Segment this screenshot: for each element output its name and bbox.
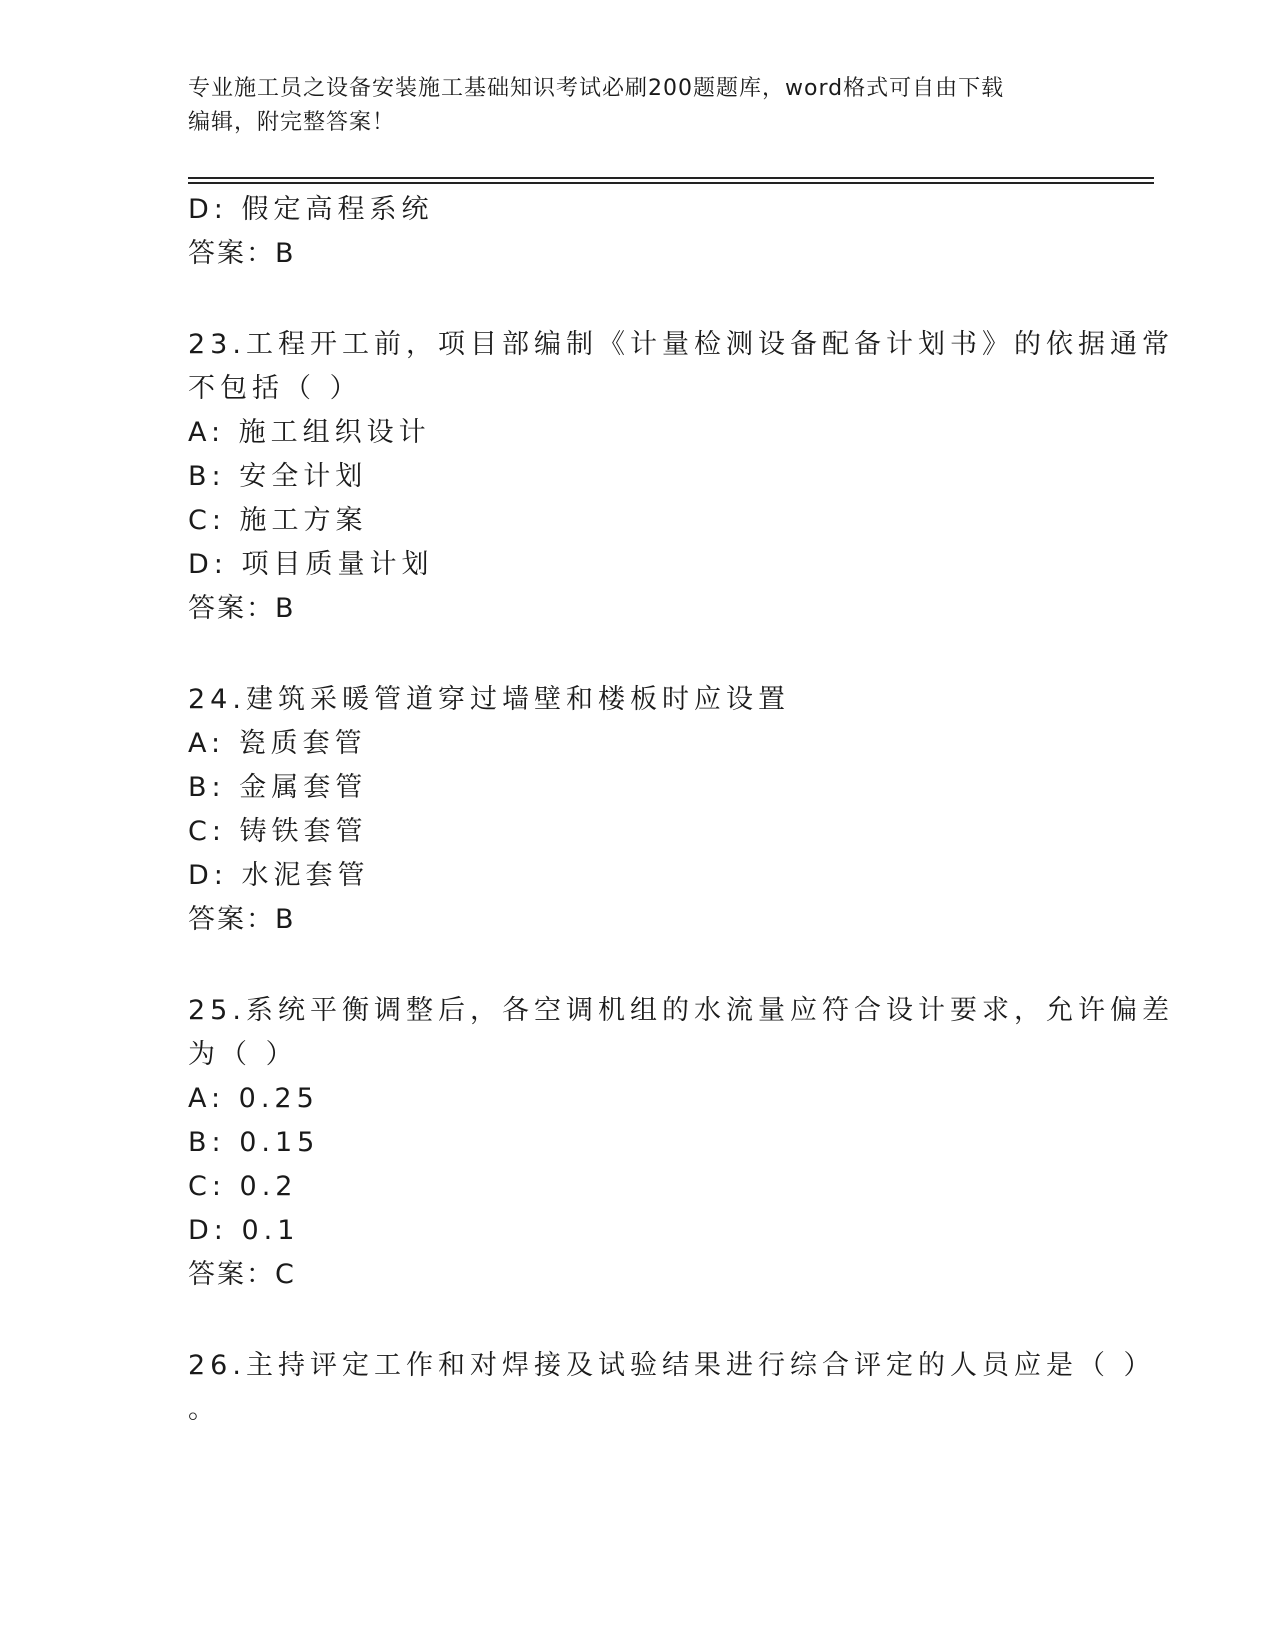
q25-stem-line-2: 为（ ） [188,1039,298,1070]
q25-option-a: A: 0.25 [188,1083,319,1114]
q24-option-b: B: 金属套管 [188,772,368,803]
q25-stem-line-1: 25.系统平衡调整后，各空调机组的水流量应符合设计要求，允许偏差 [188,995,1174,1026]
q23-answer: 答案：B [188,593,296,624]
q23-stem-line-2: 不包括（ ） [188,373,362,404]
q23-option-a: A: 施工组织设计 [188,417,431,448]
header-divider-top [188,177,1154,179]
document-header [188,72,1088,140]
q23-option-d: D: 项目质量计划 [188,549,434,580]
q25-option-b: B: 0.15 [188,1127,320,1158]
q24-option-d: D: 水泥套管 [188,860,370,891]
q23-option-c: C: 施工方案 [188,505,368,536]
q26-stem-line-2: 。 [188,1394,220,1425]
header-line-1: 专业施工员之设备安装施工基础知识考试必刷200题题库，word格式可自由下载 [188,76,1005,101]
header-line-2: 编辑，附完整答案！ [188,110,396,135]
q25-answer: 答案：C [188,1259,296,1290]
q26-stem-line-1: 26.主持评定工作和对焊接及试验结果进行综合评定的人员应是（ ） [188,1350,1156,1381]
q24-option-c: C: 铸铁套管 [188,816,368,847]
q24-answer: 答案：B [188,904,296,935]
q22-answer: 答案：B [188,238,296,269]
q25-option-c: C: 0.2 [188,1171,298,1202]
q24-option-a: A: 瓷质套管 [188,728,367,759]
q22-option-d: D: 假定高程系统 [188,194,434,225]
q23-option-b: B: 安全计划 [188,461,368,492]
q24-stem-line-1: 24.建筑采暖管道穿过墙壁和楼板时应设置 [188,684,790,715]
q23-stem-line-1: 23.工程开工前，项目部编制《计量检测设备配备计划书》的依据通常 [188,329,1174,360]
q25-option-d: D: 0.1 [188,1215,300,1246]
header-divider-bottom [188,182,1154,184]
